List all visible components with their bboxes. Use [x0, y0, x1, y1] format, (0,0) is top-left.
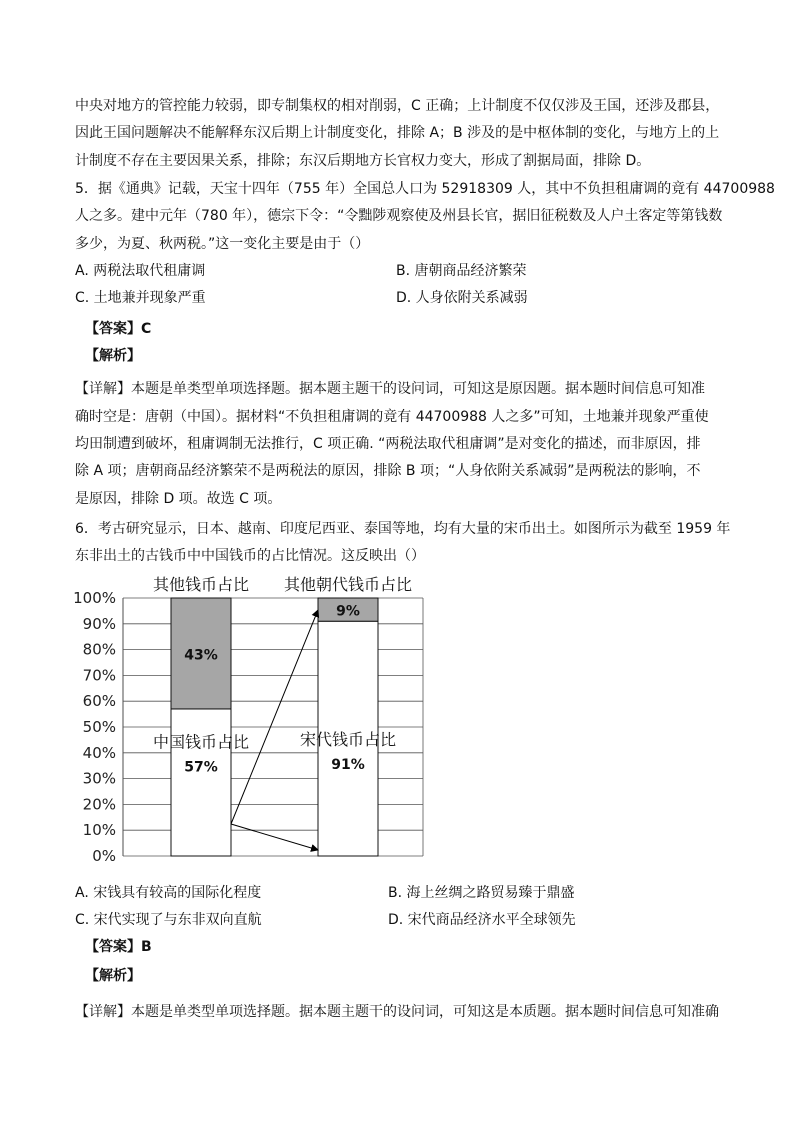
y-tick-label: 0%	[92, 847, 116, 865]
series-label: 其他钱币占比	[152, 575, 250, 594]
q5-detail: 均田制遭到破坏，租庸调制无法推行，C 项正确. “两税法取代租庸调”是对变化的描述，而非原因，排	[75, 436, 701, 452]
y-tick-label: 40%	[82, 743, 116, 762]
y-tick-label: 90%	[82, 614, 116, 633]
q5-option-a: A. 两税法取代租庸调	[75, 263, 206, 279]
arrow-to-other-dynasty-coins	[231, 610, 318, 824]
series-label: 宋代钱币占比	[299, 730, 397, 750]
coin-share-chart	[60, 570, 440, 870]
q6-option-b: B. 海上丝绸之路贸易臻于鼎盛	[388, 885, 575, 901]
q6-detail: 【详解】本题是单类型单项选择题。据本题主题干的设问词，可知这是本质题。据本题时间信息可知准确	[75, 1004, 719, 1020]
y-tick-label: 10%	[82, 821, 116, 840]
y-tick-label: 20%	[82, 795, 116, 814]
q5-answer: 【答案】C	[85, 321, 152, 337]
q5-option-b: B. 唐朝商品经济繁荣	[396, 263, 527, 279]
y-tick-label: 80%	[82, 640, 116, 659]
y-tick-label: 30%	[82, 769, 116, 788]
y-tick-label: 50%	[82, 718, 116, 736]
q5-detail: 【详解】本题是单类型单项选择题。据本题主题干的设问词，可知这是原因题。据本题时间信息可知准	[75, 381, 705, 397]
q6-analysis-label: 【解析】	[85, 968, 141, 984]
q5-detail: 是原因，排除 D 项。故选 C 项。	[75, 491, 282, 507]
question-6-stem: 东非出土的古钱币中中国钱币的占比情况。这反映出（）	[75, 548, 425, 564]
y-tick-label: 100%	[73, 589, 116, 607]
arrow-to-song-coins	[231, 824, 318, 850]
series-label: 其他朝代钱币占比	[283, 575, 413, 594]
q6-option-a: A. 宋钱具有较高的国际化程度	[75, 885, 262, 901]
data-label: 43%	[184, 647, 218, 664]
data-label: 91%	[331, 757, 365, 774]
y-tick-label: 60%	[82, 692, 116, 711]
q6-option-c: C. 宋代实现了与东非双向直航	[75, 912, 262, 928]
question-5-stem: 人之多。建中元年（780 年），德宗下令：“令黜陟观察使及州县长官，据旧征税数及人户土客定等第钱数	[75, 208, 723, 224]
q6-answer: 【答案】B	[85, 939, 152, 955]
bar-segment	[171, 709, 231, 856]
q5-detail: 除 A 项；唐朝商品经济繁荣不是两税法的原因，排除 B 项；“人身依附关系减弱”是两税法的影响，不	[75, 463, 701, 479]
text-line: 计制度不存在主要因果关系，排除；东汉后期地方长官权力变大，形成了割据局面，排除 D。	[75, 153, 651, 169]
text-line: 因此王国问题解决不能解释东汉后期上计制度变化，排除 A；B 涉及的是中枢体制的变化，与地方上的上	[75, 125, 720, 141]
question-6-stem: 6．考古研究显示，日本、越南、印度尼西亚、泰国等地，均有大量的宋币出土。如图所示为截至 1959 年	[75, 521, 731, 537]
series-label: 中国钱币占比	[152, 732, 250, 752]
q6-option-d: D. 宋代商品经济水平全球领先	[388, 912, 576, 928]
q5-detail: 确时空是：唐朝（中国）。据材料“不负担租庸调的竟有 44700988 人之多”可知，土地兼并现象严重使	[75, 409, 709, 425]
data-label: 57%	[184, 759, 218, 776]
q5-option-c: C. 土地兼并现象严重	[75, 290, 206, 306]
q5-option-d: D. 人身依附关系减弱	[396, 290, 528, 306]
text-line: 中央对地方的管控能力较弱，即专制集权的相对削弱，C 正确；上计制度不仅仅涉及王国，还涉及郡县，	[75, 98, 720, 114]
question-5-stem: 多少，为夏、秋两税。”这一变化主要是由于（）	[75, 236, 370, 252]
data-label: 9%	[336, 603, 360, 620]
y-tick-label: 70%	[82, 666, 116, 685]
question-5-stem: 5．据《通典》记载，天宝十四年（755 年）全国总人口为 52918309 人，其中不负担租庸调的竟有 44700988	[75, 181, 775, 197]
q5-analysis-label: 【解析】	[85, 348, 141, 364]
